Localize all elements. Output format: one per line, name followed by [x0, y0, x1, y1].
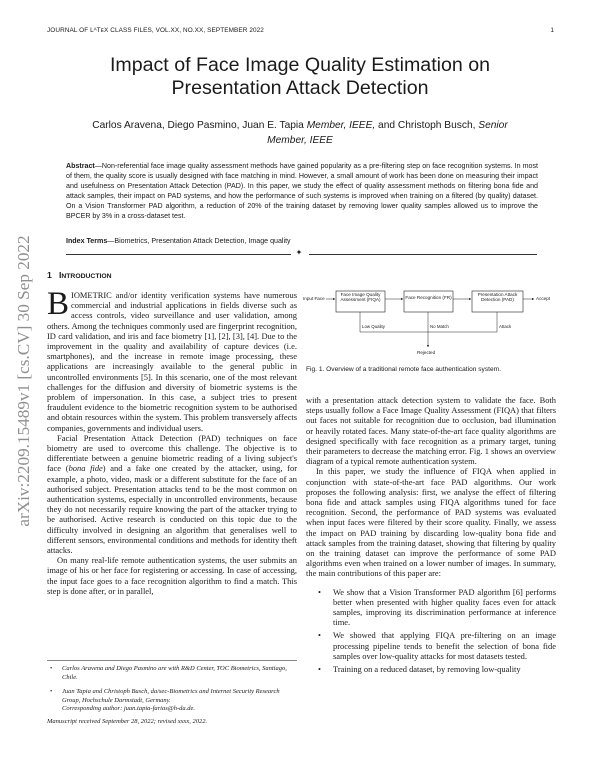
- label-rejected: Rejected: [417, 350, 436, 355]
- title-line-1: Impact of Face Image Quality Estimation on: [109, 54, 491, 76]
- page-number: 1: [550, 27, 554, 34]
- index-terms-text: —Biometrics, Presentation Attack Detection, Image quality: [107, 237, 291, 245]
- box-fiqa-label-wrap: [336, 292, 385, 312]
- corresponding-author: Corresponding author: juan.tapia-farias@h-da.de.: [62, 705, 196, 713]
- footnote-1-text: Carlos Aravena and Diego Pasmino are with R&D Center, TOC Biometrics, Santiago, Chile.: [62, 665, 287, 681]
- box-fr-label: Face Recognition (FR): [405, 295, 452, 300]
- footnote-bullet: •: [50, 665, 53, 672]
- separator-left: [66, 254, 291, 255]
- label-low-quality: Low Quality: [362, 324, 385, 329]
- authors-names: Carlos Aravena, Diego Pasmino, Juan E. Tapia: [92, 120, 304, 131]
- bullet-icon: •: [318, 586, 321, 597]
- box-fiqa-label: Face Image Quality Assessment (FIQA): [340, 292, 381, 303]
- author-list: [60, 119, 540, 148]
- list-item-text: We showed that applying FIQA pre-filtering on an image processing pipeline tends to benefit the selection of bona fide samples over low-quality attacks for most datasets tested.: [333, 630, 556, 661]
- label-no-match: No Match: [430, 324, 449, 329]
- label-accept: Accept: [536, 296, 551, 301]
- section-first-letter: I: [58, 270, 62, 280]
- label-input-face: Input Face: [303, 296, 325, 301]
- right-paragraph-1: with a presentation attack detection system to validate the face. Both steps usually follow a Face Image Quality Assessment (FIQA) that filters out faces not suitable for recognition due to occlusion, bad illumination or heavily rotated faces. Many state-of-the-art face quality algorithms are designed specifically with face recognition as a primary target, tuning their parameters to decrease the matching error. Fig. 1 shows an overview diagram of a typical remote authentication system.: [306, 395, 556, 467]
- running-header: JOURNAL OF LᴬTᴇX CLASS FILES, VOL.XX, NO.XX, SEPTEMBER 2022: [47, 27, 264, 34]
- footnote-bullet-2: •: [50, 688, 53, 696]
- author-membership-3: Member, IEEE: [267, 134, 333, 146]
- paper-title: [40, 54, 560, 100]
- footnote-2: [47, 688, 297, 714]
- manuscript-received: Manuscript received September 28, 2022; revised xxxx, 2022.: [47, 717, 208, 725]
- abstract-label: Abstract: [66, 162, 95, 170]
- box-fr-label-wrap: [404, 295, 453, 311]
- bullet-icon: •: [318, 664, 321, 675]
- bullet-icon: •: [318, 630, 321, 641]
- right-column: [306, 395, 556, 677]
- paragraph-2: [47, 433, 297, 555]
- footnotes: [47, 665, 297, 727]
- index-terms: [66, 236, 538, 246]
- footnote-1: [47, 665, 297, 682]
- paragraph-1-text: and/or identity verification systems have numerous commercial and industrial applications in fields diverse such as access controls, video surveillance and user validation, among others. Among the techniques commonly used are fingerprint recognition, ID card validation, and iris and face biometry [1], [2], [3], [4]. Due to the improvement in the quality and availability of capture devices (i.e. smartphones), and the increase in remote image processing, these applications are increasingly available to the general public in uncontrolled environments [5]. In this scenario, one of the most relevant challenges for the diffusion and diversity of biometric systems is the problem of impersonation. In this case, a subject tries to present fraudulent evidence to the biometric recognition system to be authorised and obtain resources within the system. This problem transversely affects companies, governments and individual users.: [47, 290, 297, 433]
- list-item-text: We show that a Vision Transformer PAD algorithm [6] performs better when presented with higher quality faces even for attack samples, improving its discrimination performance at inference time.: [333, 586, 556, 628]
- section-number: 1: [47, 270, 52, 280]
- list-item: [306, 587, 556, 628]
- figure-1-diagram: [302, 288, 558, 360]
- author-membership: Member, IEEE,: [306, 120, 376, 131]
- paragraph-2-text-b: ) and a fake one created by the attacker, using, for example, a photo, video, mask or a different substitute for the face of an authorised subject. Presentation attacks tend to be the most common on authentication systems, especially in uncontrolled environments, because they do not necessarily require knowing the part of the attacker trying to be authorised. Active research is conducted on this topic due to the difficulty involved in designing an algorithm that generalises well to different sensors, environmental conditions and methods for identity theft attacks.: [47, 463, 297, 556]
- box-pad-label-wrap: [472, 292, 523, 312]
- footnote-separator: [47, 660, 297, 661]
- dropcap-rest: IOMETRIC: [71, 290, 112, 300]
- abstract-text: —Non-referential face image quality assessment methods have gained popularity as a pre-filtering step on face recognition systems. In most of them, the quality score is usually designed with face matching in mind. However, a small amount of work has been done on measuring their impact and usefulness on Presentation Attack Detection (PAD). In this paper, we study the effect of quality assessment methods on filtering bona fide and attack samples, their impact on PAD systems, and how the performance of such systems is improved when training on a filtered (by quality) dataset. On a Vision Transformer PAD algorithm, a reduction of 20% of the training dataset by removing lower quality samples allowed us to improve the BPCER by 3% in a cross-dataset test.: [66, 162, 538, 221]
- list-item: [306, 630, 556, 661]
- list-item: [306, 664, 556, 674]
- abstract: [66, 161, 538, 221]
- arxiv-stamp: arXiv:2209.15489v1 [cs.CV] 30 Sep 2022: [14, 235, 33, 527]
- list-item-text: Training on a reduced dataset, by removing low-quality: [333, 664, 521, 675]
- separator-right: [309, 254, 537, 255]
- box-pad-label: Presentation Attack Detection (PAD): [477, 292, 518, 303]
- left-column: [47, 286, 297, 596]
- index-terms-label: Index Terms: [66, 237, 108, 245]
- paragraph-3: On many real-life remote authentication systems, the user submits an image of his or her face for registering or accessing. In case of accessing, the input face goes to a face recognition algorithm to find a match. This step is done after, or in parallel,: [47, 555, 297, 596]
- separator-icon: ✦: [295, 248, 303, 257]
- footnote-2-text: Juan Tapia and Christoph Busch, da/sec-Biometrics and Internet Security Research Group, Hochschule Darmstadt, Germany.: [62, 688, 280, 704]
- section-title-rest: NTRODUCTION: [61, 273, 112, 280]
- author-membership-2: Senior: [478, 120, 508, 131]
- section-heading: [47, 270, 112, 280]
- paragraph-2-italic: bona fide: [68, 463, 103, 474]
- title-line-2: Presentation Attack Detection: [171, 77, 429, 99]
- right-paragraph-2: In this paper, we study the influence of FIQA when applied in conjunction with state-of-the-art face PAD algorithms. Our work proposes the following analysis: first, we analyse the effect of filtering bona fide and attack samples using FIQA algorithms tuned for face recognition. Second, the performance of PAD systems was evaluated when input faces were filtered by their score quality. Finally, we assess the impact on PAD training by discarding low-quality bona fide and attack samples from the training dataset, showing that filtering by quality on the training dataset can improve the performance of some PAD algorithms even when trained on a lower number of images. In summary, the main contributions of this paper are:: [306, 466, 556, 579]
- contributions-list: [306, 587, 556, 675]
- figure-1-caption: Fig. 1. Overview of a traditional remote face authentication system.: [306, 366, 501, 373]
- dropcap: B: [47, 286, 70, 322]
- paragraph-1: [47, 286, 297, 433]
- label-attack: Attack: [499, 324, 512, 329]
- paragraph-2-text-a: Facial Presentation Attack Detection (PAD) techniques on face biometry are used to overcome this challenge. The objective is to differentiate between a genuine biometric reading of a living subject's face (: [47, 432, 297, 474]
- authors-names-2: and Christoph Busch,: [378, 120, 476, 131]
